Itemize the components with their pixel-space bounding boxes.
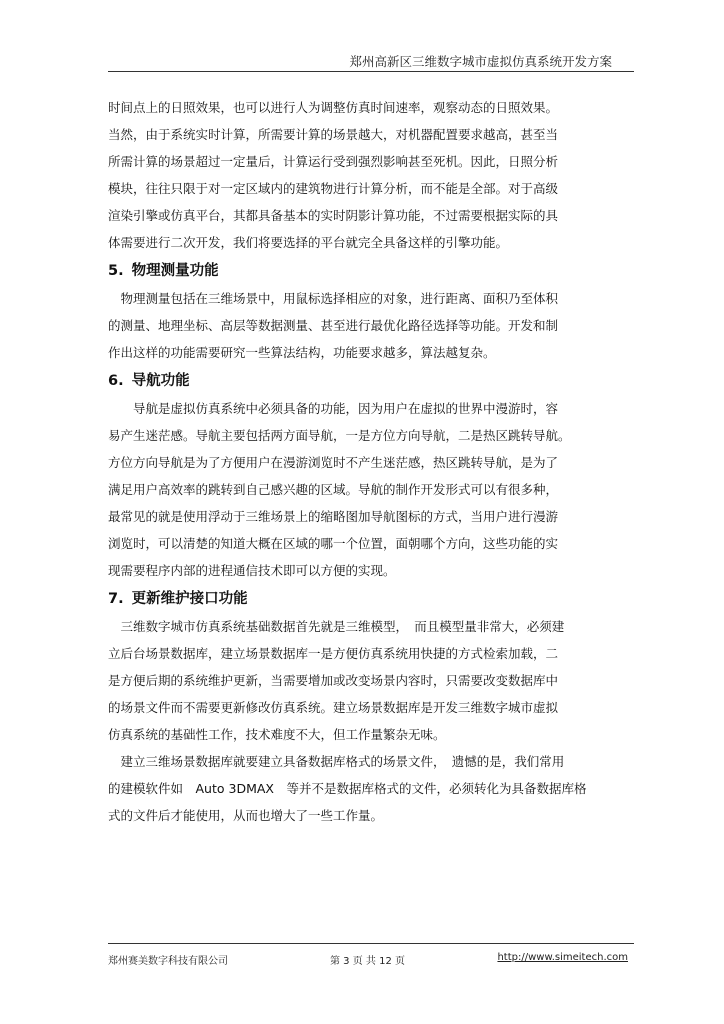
section-5-paragraph	[108, 285, 638, 366]
footer-company: 郑州赛美数字科技有限公司	[108, 956, 228, 967]
text-line: 渲染引擎或仿真平台，其都具备基本的实时阴影计算功能，不过需要根据实际的具	[108, 208, 559, 223]
footer-page-number: 第 3 页 共 12 页	[330, 956, 405, 967]
text-line: 浏览时，可以清楚的知道大概在区域的哪一个位置，面朝哪个方向，这些功能的实	[108, 536, 559, 551]
text-line: 立后台场景数据库，建立场景数据库一是方便仿真系统用快捷的方式检索加载，二	[108, 646, 559, 661]
text-line: 模块，往往只限于对一定区域内的建筑物进行计算分析，而不能是全部。对于高级	[108, 181, 559, 196]
text-line: 方位方向导航是为了方便用户在漫游浏览时不产生迷茫感，热区跳转导航，是为了	[108, 455, 559, 470]
section-title: 物理测量功能	[131, 263, 219, 279]
page-header-title: 郑州高新区三维数字城市虚拟仿真系统开发方案	[349, 54, 612, 69]
text-line: 的测量、地理坐标、高层等数据测量、甚至进行最优化路径选择等功能。开发和制	[108, 318, 559, 333]
text-line: 的建模软件如 Auto 3DMAX 等并不是数据库格式的文件，必须转化为具备数据库格	[108, 781, 587, 796]
footer-url-link[interactable]: http://www.simeitech.com	[497, 952, 628, 963]
section-6-heading	[108, 368, 638, 395]
text-line: 仿真系统的基础性工作，技术难度不大，但工作量繁杂无味。	[108, 727, 446, 742]
section-7-paragraph-1	[108, 613, 638, 748]
section-7-paragraph-2	[108, 748, 638, 829]
text-line: 作出这样的功能需要研究一些算法结构，功能要求越多，算法越复杂。	[108, 345, 496, 360]
header-divider	[108, 71, 634, 72]
section-6-paragraph	[108, 395, 638, 584]
intro-paragraph	[108, 94, 638, 256]
section-title: 更新维护接口功能	[131, 591, 248, 607]
section-7-heading	[108, 586, 638, 613]
text-line: 是方便后期的系统维护更新，当需要增加或改变场景内容时，只需要改变数据库中	[108, 673, 559, 688]
text-line: 时间点上的日照效果，也可以进行人为调整仿真时间速率，观察动态的日照效果。	[108, 100, 559, 115]
section-number: 6.	[108, 373, 124, 389]
text-line: 物理测量包括在三维场景中，用鼠标选择相应的对象，进行距离、面积乃至体积	[108, 291, 559, 306]
text-line: 导航是虚拟仿真系统中必须具备的功能，因为用户在虚拟的世界中漫游时，容	[108, 401, 559, 416]
section-5-heading	[108, 258, 638, 285]
text-line: 易产生迷茫感。导航主要包括两方面导航，一是方位方向导航，二是热区跳转导航。	[108, 428, 571, 443]
text-line: 建立三维场景数据库就要建立具备数据库格式的场景文件， 遗憾的是，我们常用	[108, 754, 565, 769]
text-line: 所需计算的场景超过一定量后，计算运行受到强烈影响甚至死机。因此，日照分析	[108, 154, 559, 169]
footer-divider	[108, 943, 634, 944]
text-line: 满足用户高效率的跳转到自己感兴趣的区域。导航的制作开发形式可以有很多种，	[108, 482, 559, 497]
text-line: 最常见的就是使用浮动于三维场景上的缩略图加导航图标的方式，当用户进行漫游	[108, 509, 559, 524]
text-line: 的场景文件而不需要更新修改仿真系统。建立场景数据库是开发三维数字城市虚拟	[108, 700, 559, 715]
text-line: 体需要进行二次开发，我们将要选择的平台就完全具备这样的引擎功能。	[108, 235, 509, 250]
text-line: 当然，由于系统实时计算，所需要计算的场景越大，对机器配置要求越高，甚至当	[108, 127, 559, 142]
text-line: 三维数字城市仿真系统基础数据首先就是三维模型， 而且模型量非常大，必须建	[108, 619, 565, 634]
document-body	[108, 94, 638, 829]
text-line: 式的文件后才能使用，从而也增大了一些工作量。	[108, 808, 384, 823]
section-number: 7.	[108, 591, 124, 607]
section-number: 5.	[108, 263, 124, 279]
section-title: 导航功能	[131, 373, 190, 389]
text-line: 现需要程序内部的进程通信技术即可以方便的实现。	[108, 563, 396, 578]
